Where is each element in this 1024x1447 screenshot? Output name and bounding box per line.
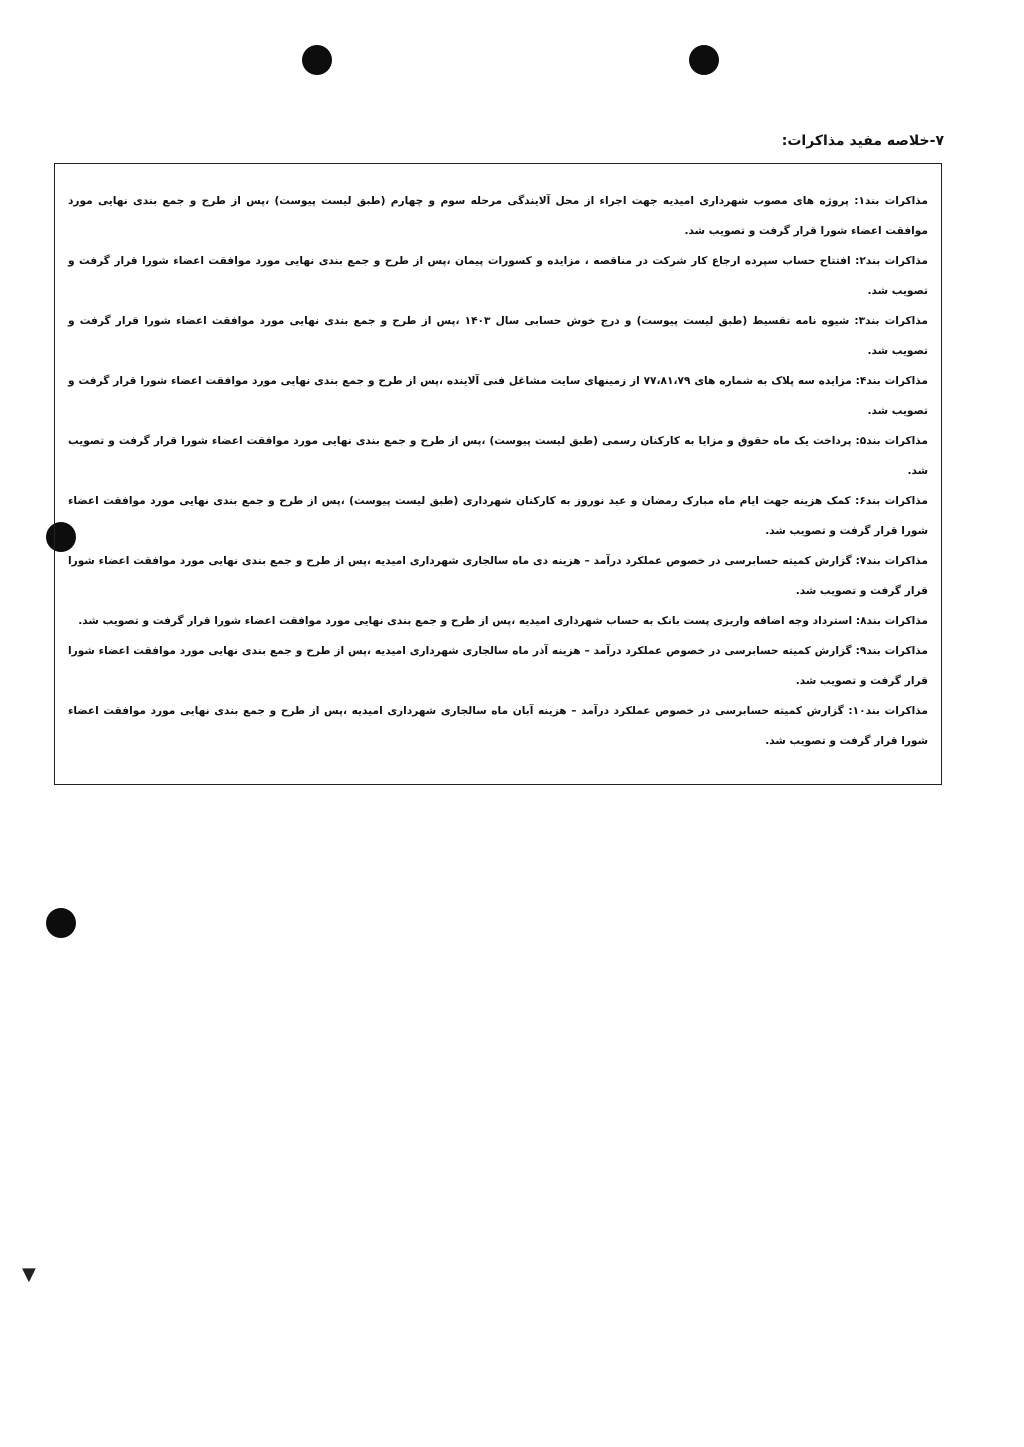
item-label: مذاکرات بند۵: (855, 435, 928, 447)
item-text: کمک هزینه جهت ایام ماه مبارک رمضان و عید نوروز به کارکنان شهرداری (طبق لیست پیوست) ،پس از طرح و جمع بندی نهایی مورد موافقت اعضاء شورا قرار گرفت و تصویب شد. (68, 495, 928, 537)
minutes-item (68, 696, 928, 756)
minutes-item (68, 546, 928, 606)
item-label: مذاکرات بند۶: (855, 495, 928, 507)
item-label: مذاکرات بند۲: (855, 255, 928, 267)
item-label: مذاکرات بند۴: (855, 375, 928, 387)
minutes-item (68, 486, 928, 546)
item-text: گزارش کمیته حسابرسی در خصوص عملکرد درآمد – هزینه آذر ماه سالجاری شهرداری امیدیه ،پس از طرح و جمع بندی نهایی مورد موافقت اعضاء شورا قرار گرفت و تصویب شد. (68, 645, 928, 687)
minutes-item (68, 366, 928, 426)
item-label: مذاکرات بند۱: (854, 195, 928, 207)
item-label: مذاکرات بند۷: (855, 555, 928, 567)
minutes-item (68, 246, 928, 306)
punch-hole-lower-left (46, 908, 76, 938)
minutes-item (68, 636, 928, 696)
minutes-item (68, 426, 928, 486)
section-heading: ۷-خلاصه مفید مذاکرات: (781, 133, 944, 149)
item-text: گزارش کمیته حسابرسی در خصوص عملکرد درآمد – هزینه آبان ماه سالجاری شهرداری امیدیه ،پس از طرح و جمع بندی نهایی مورد موافقت اعضاء شورا قرار گرفت و تصویب شد. (68, 705, 928, 747)
corner-mark: ▼ (22, 1264, 36, 1285)
item-label: مذاکرات بند۸: (855, 615, 928, 627)
minutes-item (68, 306, 928, 366)
item-label: مذاکرات بند۳: (854, 315, 928, 327)
minutes-summary-box (54, 163, 942, 785)
punch-hole-top-left (302, 45, 332, 75)
minutes-item (68, 186, 928, 246)
item-text: استرداد وجه اضافه واریزی پست بانک به حساب شهرداری امیدیه ،پس از طرح و جمع بندی نهایی مورد موافقت اعضاء شورا قرار گرفت و تصویب شد. (78, 615, 853, 627)
item-text: افتتاح حساب سپرده ارجاع کار شرکت در مناقصه ، مزایده و کسورات پیمان ،پس از طرح و جمع بندی نهایی مورد موافقت اعضاء شورا قرار گرفت و تصویب شد. (68, 255, 928, 297)
punch-hole-top-right (689, 45, 719, 75)
minutes-item (68, 606, 928, 636)
item-label: مذاکرات بند۱۰: (848, 705, 928, 717)
item-text: گزارش کمیته حسابرسی در خصوص عملکرد درآمد – هزینه دی ماه سالجاری شهرداری امیدیه ،پس از طرح و جمع بندی نهایی مورد موافقت اعضاء شورا قرار گرفت و تصویب شد. (68, 555, 928, 597)
item-text: پروژه های مصوب شهرداری امیدیه جهت اجراء از محل آلایندگی مرحله سوم و چهارم (طبق لیست پیوست) ،پس از طرح و جمع بندی نهایی مورد موافقت اعضاء شورا قرار گرفت و تصویب شد. (68, 195, 928, 237)
item-text: شیوه نامه تقسیط (طبق لیست پیوست) و درج خوش حسابی سال ۱۴۰۳ ،پس از طرح و جمع بندی نهایی مورد موافقت اعضاء شورا قرار گرفت و تصویب شد. (68, 315, 928, 357)
item-text: مزایده سه پلاک به شماره های ۷۷،۸۱،۷۹ از زمینهای سایت مشاغل فنی آلاینده ،پس از طرح و جمع بندی نهایی مورد موافقت اعضاء شورا قرار گرفت و تصویب شد. (68, 375, 928, 417)
item-text: پرداخت یک ماه حقوق و مزایا به کارکنان رسمی (طبق لیست پیوست) ،پس از طرح و جمع بندی نهایی مورد موافقت اعضاء شورا قرار گرفت و تصویب شد. (68, 435, 928, 477)
item-label: مذاکرات بند۹: (855, 645, 928, 657)
